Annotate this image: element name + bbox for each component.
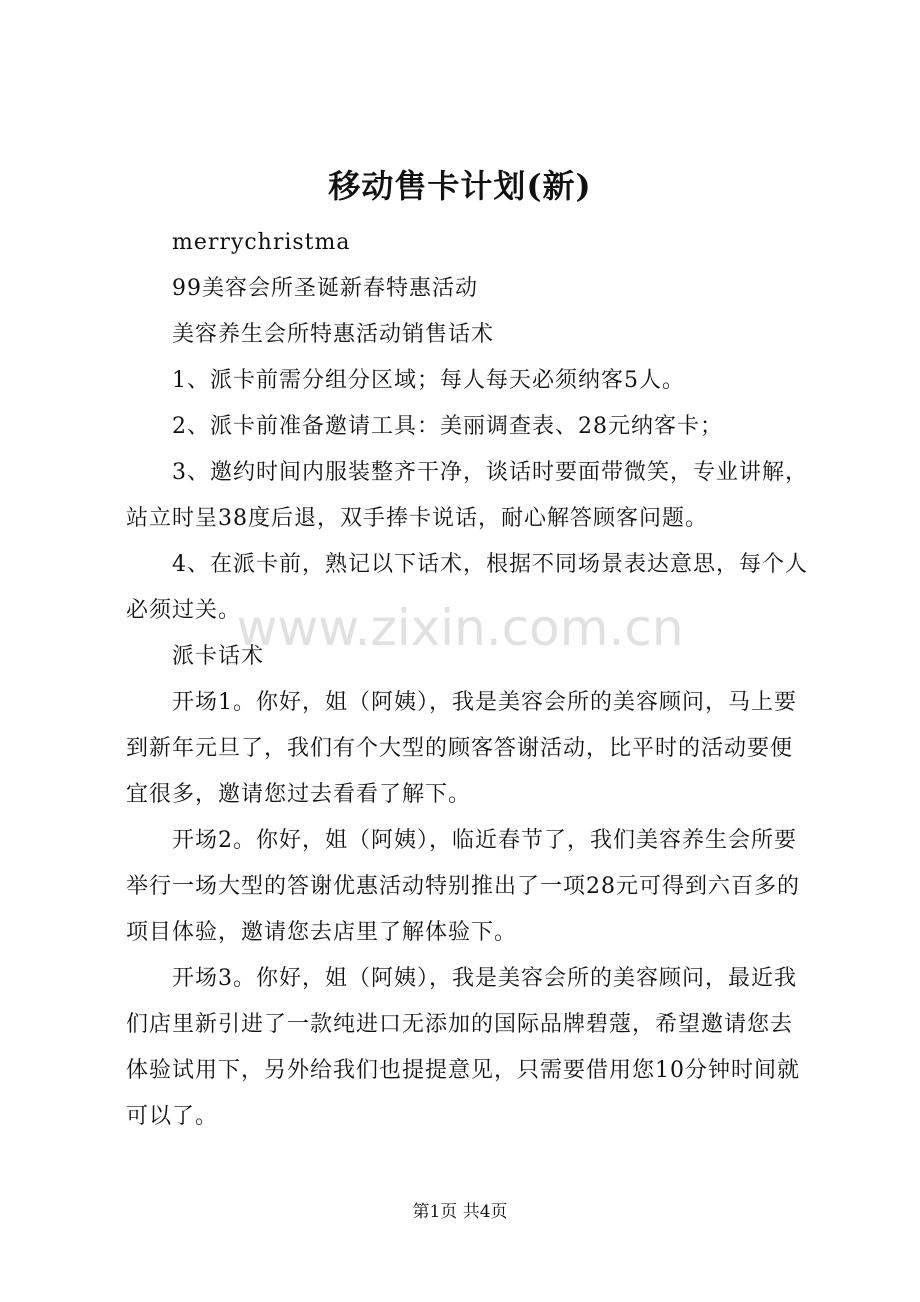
paragraph-rule-1: 1、派卡前需分组分区域；每人每天必须纳客5人。 [172, 368, 685, 393]
paragraph-opening-2: 开场2。你好，姐（阿姨），临近春节了，我们美容养生会所要举行一场大型的答谢优惠活动特别推出了一项28元可得到六百多的项目体验，邀请您去店里了解体验下。 [126, 828, 800, 945]
watermark: www.zixin.com.cn [236, 599, 684, 657]
paragraph-rule-4: 4、在派卡前，熟记以下话术，根据不同场景表达意思，每个人必须过关。 [126, 552, 808, 623]
paragraph-opening-1: 开场1。你好，姐（阿姨），我是美容会所的美容顾问，马上要到新年元旦了，我们有个大型的顾客答谢活动，比平时的活动要便宜很多，邀请您过去看看了解下。 [126, 690, 797, 807]
page-footer: 第1页 共4页 [412, 1202, 508, 1222]
paragraph-rule-3: 3、邀约时间内服装整齐干净，谈话时要面带微笑，专业讲解，站立时呈38度后退，双手捧卡说话，耐心解答顾客问题。 [126, 460, 808, 531]
document-title: 移动售卡计划(新) [328, 167, 592, 205]
paragraph-rule-2: 2、派卡前准备邀请工具：美丽调查表、28元纳客卡； [172, 414, 723, 439]
paragraph-script-heading: 派卡话术 [172, 644, 265, 669]
paragraph-event-name: 99美容会所圣诞新春特惠活动 [172, 276, 478, 301]
paragraph-opening-3: 开场3。你好，姐（阿姨），我是美容会所的美容顾问，最近我们店里新引进了一款纯进口无添加的国际品牌碧蔻，希望邀请您去体验试用下，另外给我们也提提意见，只需要借用您10分钟时间就可以了。 [126, 966, 800, 1129]
paragraph-greeting: merrychristma [172, 230, 351, 255]
document-body [126, 220, 810, 1140]
paragraph-section-heading: 美容养生会所特惠活动销售话术 [172, 322, 495, 347]
